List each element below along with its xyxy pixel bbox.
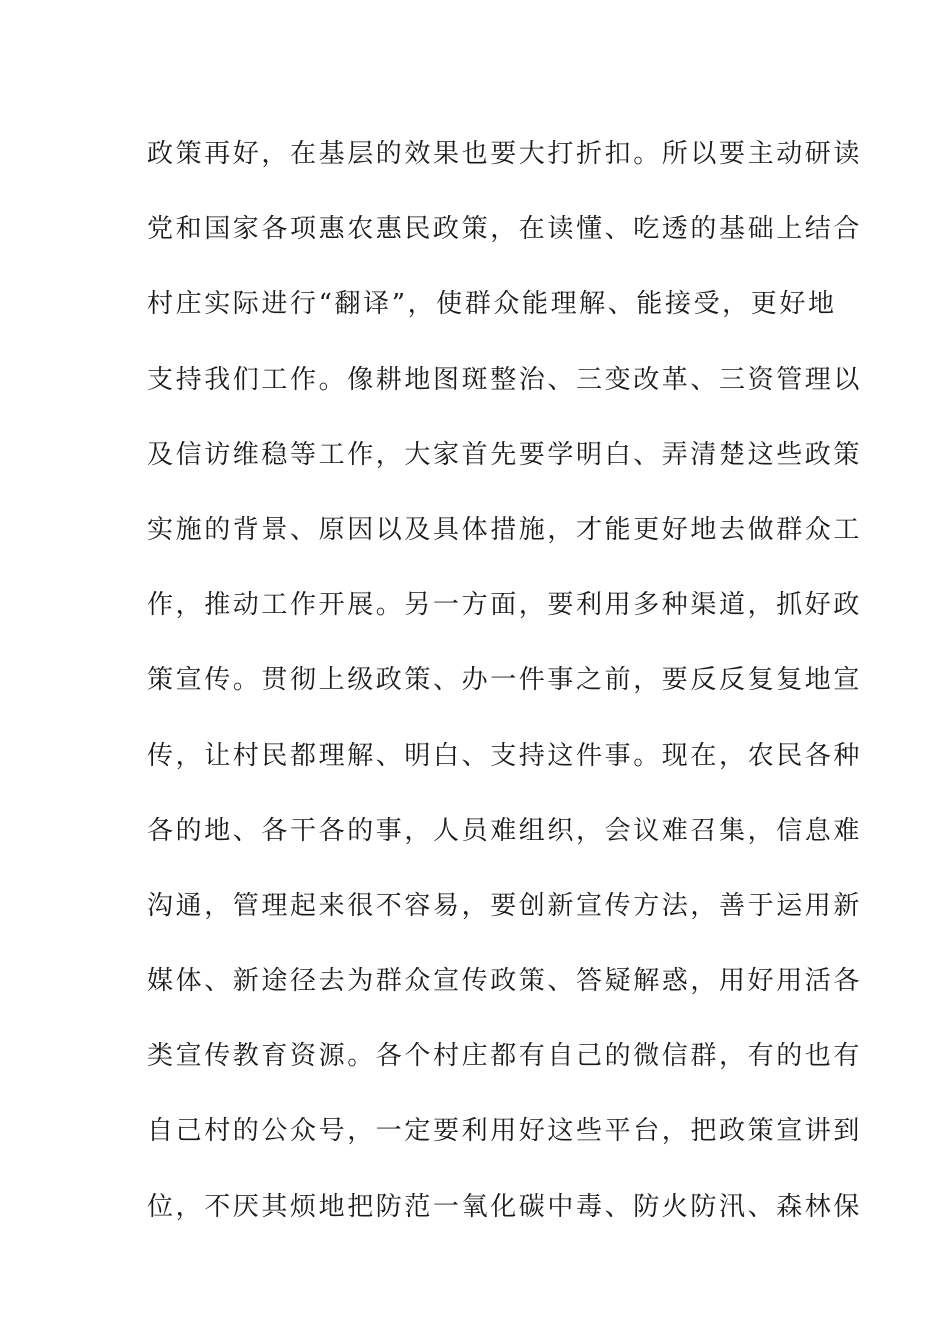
text-line: 及信访维稳等工作，大家首先要学明白、弄清楚这些政策 (147, 439, 863, 470)
text-line: 支持我们工作。像耕地图斑整治、三变改革、三资管理以 (147, 364, 863, 395)
text-line: 传，让村民都理解、明白、支持这件事。现在，农民各种 (147, 740, 863, 771)
text-line: 实施的背景、原因以及具体措施，才能更好地去做群众工 (147, 514, 863, 545)
text-line: 各的地、各干各的事，人员难组织，会议难召集，信息难 (147, 815, 863, 846)
text-line: 政策再好，在基层的效果也要大打折扣。所以要主动研读 (147, 139, 863, 169)
text-line: 作，推动工作开展。另一方面，要利用多种渠道，抓好政 (147, 590, 863, 621)
text-line: 党和国家各项惠农惠民政策，在读懂、吃透的基础上结合 (147, 214, 863, 245)
text-line: 策宣传。贯彻上级政策、办一件事之前，要反反复复地宣 (147, 665, 863, 696)
text-line: 村庄实际进行“翻译”，使群众能理解、能接受，更好地 (147, 289, 837, 320)
text-line: 媒体、新途径去为群众宣传政策、答疑解惑，用好用活各 (147, 966, 863, 997)
text-line: 沟通，管理起来很不容易，要创新宣传方法，善于运用新 (147, 890, 863, 921)
text-line: 类宣传教育资源。各个村庄都有自己的微信群，有的也有 (147, 1041, 863, 1072)
body-paragraph (147, 128, 863, 1256)
text-line: 自己村的公众号，一定要利用好这些平台，把政策宣讲到 (147, 1116, 863, 1147)
text-line: 位，不厌其烦地把防范一氧化碳中毒、防火防汛、森林保 (147, 1191, 863, 1222)
